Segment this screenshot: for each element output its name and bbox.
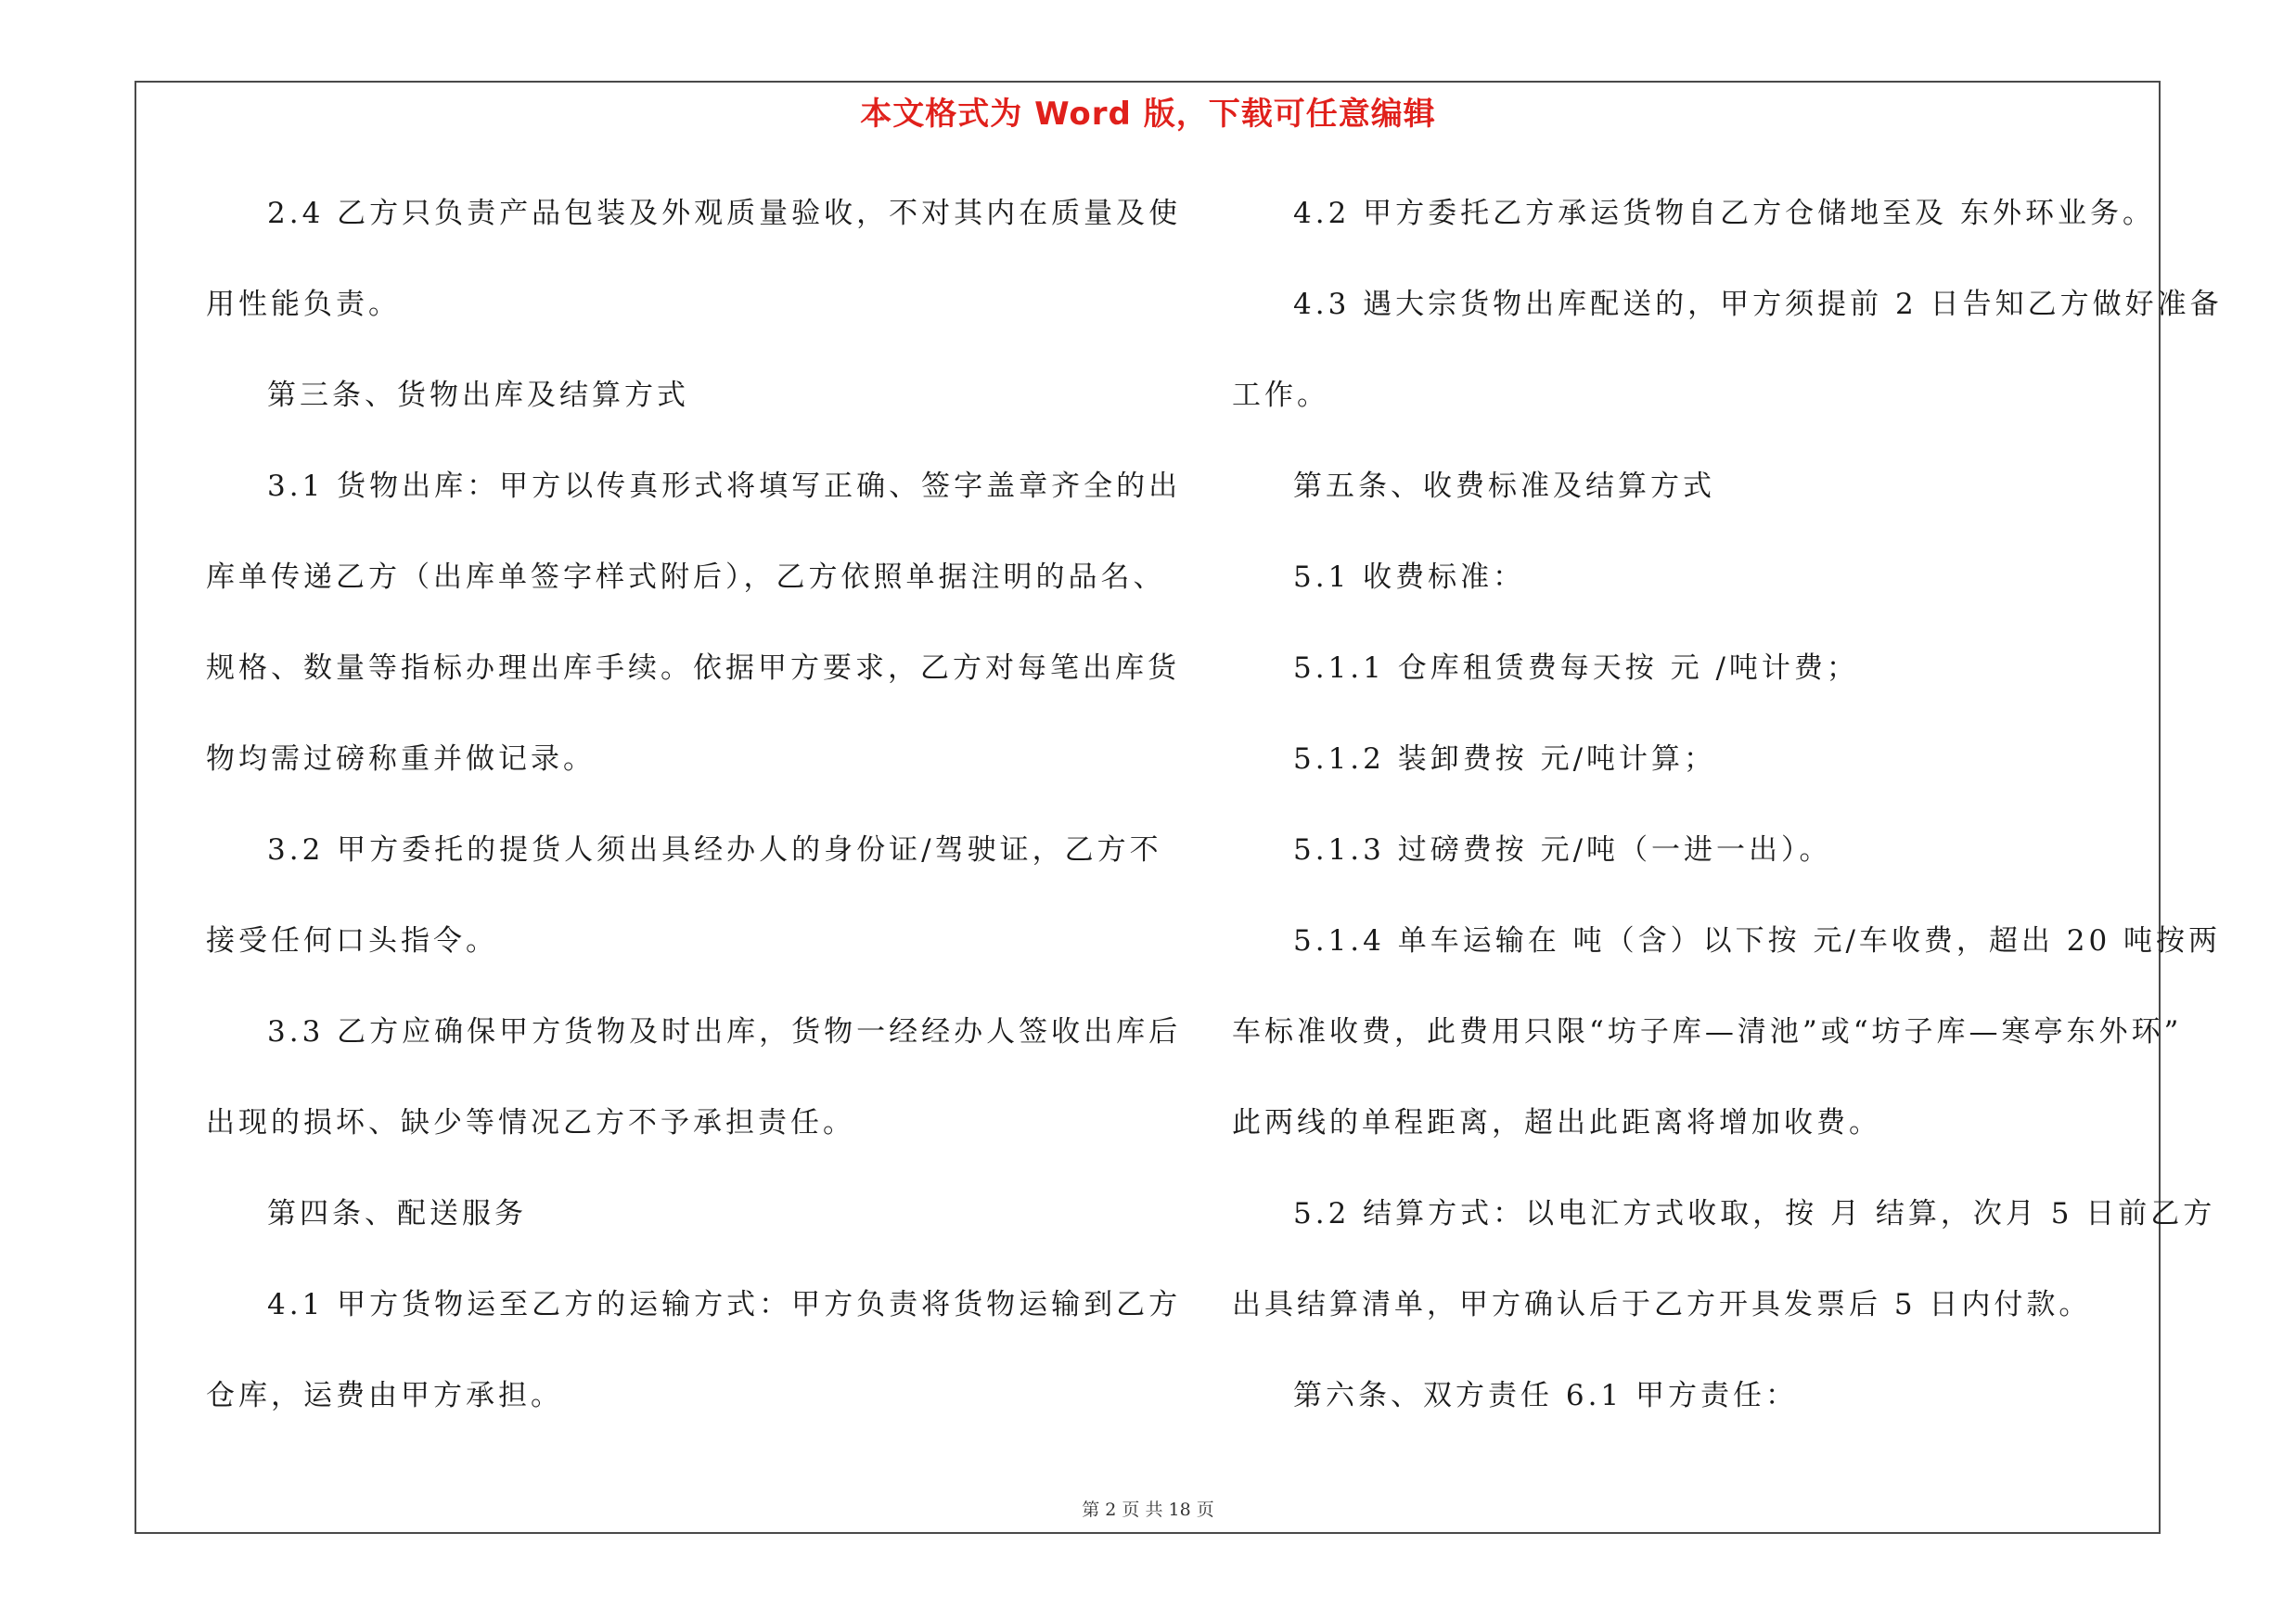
paragraph-line: 3.3 乙方应确保甲方货物及时出库，货物一经经办人签收出库后 — [267, 1015, 1182, 1049]
page-number-footer: 第 2 页 共 18 页 — [1082, 1500, 1214, 1520]
paragraph-line: 第五条、收费标准及结算方式 — [1293, 470, 1715, 503]
paragraph-line: 第三条、货物出库及结算方式 — [267, 379, 689, 412]
left-column — [206, 184, 1182, 1457]
right-column — [1232, 184, 2223, 1457]
paragraph-line: 出现的损坏、缺少等情况乙方不予承担责任。 — [206, 1106, 855, 1140]
paragraph-line: 第六条、双方责任 6.1 甲方责任： — [1293, 1379, 1799, 1412]
paragraph-line: 5.1.1 仓库租赁费每天按 元 /吨计费； — [1293, 651, 1859, 685]
paragraph-line: 4.2 甲方委托乙方承运货物自乙方仓储地至及 东外环业务。 — [1293, 197, 2156, 230]
paragraph-line: 2.4 乙方只负责产品包装及外观质量验收，不对其内在质量及使 — [267, 197, 1182, 230]
paragraph-line: 第四条、配送服务 — [267, 1197, 527, 1230]
paragraph-line: 5.2 结算方式：以电汇方式收取，按 月 结算，次月 5 日前乙方 — [1293, 1197, 2216, 1230]
paragraph-line: 4.3 遇大宗货物出库配送的，甲方须提前 2 日告知乙方做好准备 — [1293, 288, 2223, 321]
paragraph-line: 5.1.3 过磅费按 元/吨（一进一出）。 — [1293, 833, 1832, 867]
paragraph-line: 物均需过磅称重并做记录。 — [206, 742, 596, 776]
paragraph-line: 出具结算清单，甲方确认后于乙方开具发票后 5 日内付款。 — [1232, 1288, 2092, 1321]
paragraph-line: 5.1.2 装卸费按 元/吨计算； — [1293, 742, 1717, 776]
word-format-banner: 本文格式为 Word 版，下载可任意编辑 — [860, 96, 1436, 133]
paragraph-line: 库单传递乙方（出库单签字样式附后），乙方依照单据注明的品名、 — [206, 560, 1166, 594]
paragraph-line: 3.1 货物出库：甲方以传真形式将填写正确、签字盖章齐全的出 — [267, 470, 1182, 503]
paragraph-line: 4.1 甲方货物运至乙方的运输方式：甲方负责将货物运输到乙方 — [267, 1288, 1182, 1321]
paragraph-line: 3.2 甲方委托的提货人须出具经办人的身份证/驾驶证，乙方不 — [267, 833, 1162, 867]
paragraph-line: 此两线的单程距离，超出此距离将增加收费。 — [1232, 1106, 1881, 1140]
paragraph-line: 车标准收费，此费用只限“坊子库—清池”或“坊子库—寒亭东外环” — [1232, 1015, 2183, 1049]
paragraph-line: 接受任何口头指令。 — [206, 924, 498, 958]
paragraph-line: 仓库，运费由甲方承担。 — [206, 1379, 563, 1412]
paragraph-line: 5.1.4 单车运输在 吨（含）以下按 元/车收费，超出 20 吨按两 — [1293, 924, 2222, 958]
paragraph-line: 工作。 — [1232, 379, 1329, 412]
paragraph-line: 用性能负责。 — [206, 288, 401, 321]
paragraph-line: 5.1 收费标准： — [1293, 560, 1526, 594]
paragraph-line: 规格、数量等指标办理出库手续。依据甲方要求，乙方对每笔出库货 — [206, 651, 1180, 685]
